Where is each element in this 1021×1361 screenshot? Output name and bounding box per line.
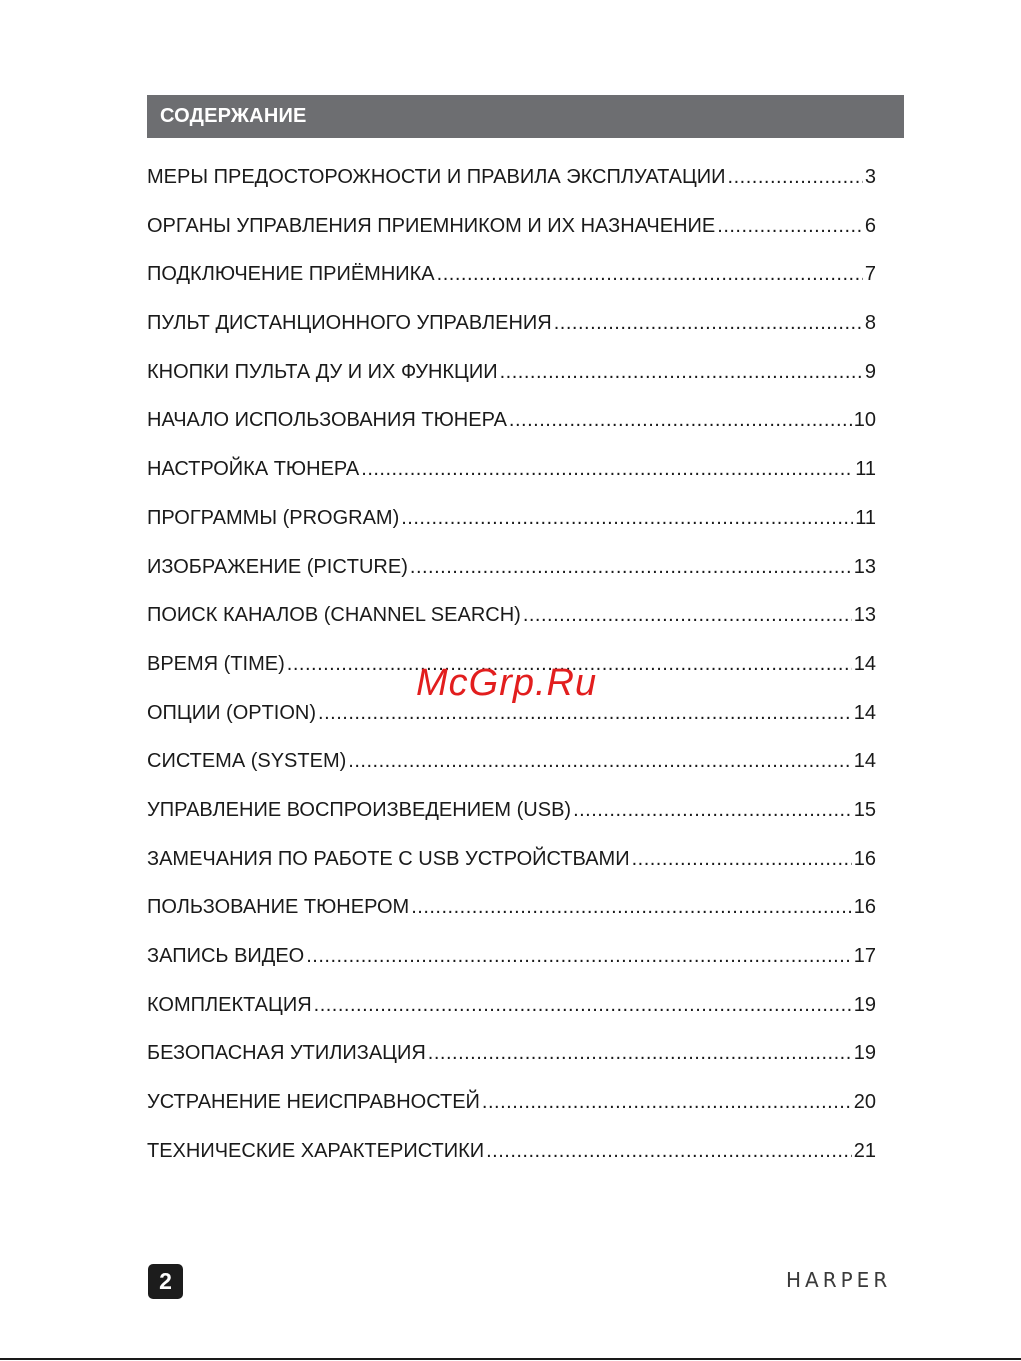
toc-dot-leader bbox=[401, 507, 853, 530]
toc-entry-page: 20 bbox=[853, 1091, 876, 1114]
toc-entry[interactable] bbox=[147, 1042, 876, 1091]
toc-dot-leader bbox=[437, 263, 863, 286]
toc-entry[interactable] bbox=[147, 848, 876, 897]
brand-logo: HARPER bbox=[786, 1268, 892, 1292]
toc-entry-title: СИСТЕМА (SYSTEM) bbox=[147, 750, 347, 773]
toc-entry-page: 19 bbox=[853, 1042, 876, 1065]
toc-dot-leader bbox=[554, 312, 863, 335]
toc-entry-title: ПРОГРАММЫ (PROGRAM) bbox=[147, 506, 400, 529]
section-header-bar bbox=[147, 95, 904, 138]
toc-entry-title: ОРГАНЫ УПРАВЛЕНИЯ ПРИЕМНИКОМ И ИХ НАЗНАЧЕНИЕ bbox=[147, 214, 716, 237]
toc-dot-leader bbox=[500, 361, 863, 384]
toc-dot-leader bbox=[428, 1042, 852, 1065]
toc-entry-page: 8 bbox=[864, 312, 876, 335]
toc-entry[interactable] bbox=[147, 215, 876, 264]
toc-entry[interactable] bbox=[147, 458, 876, 507]
toc-entry[interactable] bbox=[147, 702, 876, 751]
toc-dot-leader bbox=[523, 604, 852, 627]
toc-entry-title: ЗАПИСЬ ВИДЕО bbox=[147, 945, 305, 967]
toc-entry-title: НАСТРОЙКА ТЮНЕРА bbox=[147, 458, 360, 481]
toc-dot-leader bbox=[728, 166, 863, 189]
toc-entry-page: 14 bbox=[853, 652, 876, 675]
toc-entry-page: 17 bbox=[853, 945, 876, 967]
toc-entry-title: ПУЛЬТ ДИСТАНЦИОННОГО УПРАВЛЕНИЯ bbox=[147, 312, 552, 335]
toc-dot-leader bbox=[410, 556, 852, 579]
toc-entry-title: ПОЛЬЗОВАНИЕ ТЮНЕРОМ bbox=[147, 896, 410, 919]
toc-entry-page: 10 bbox=[853, 409, 876, 432]
toc-entry[interactable] bbox=[147, 1140, 876, 1189]
toc-entry-title: УСТРАНЕНИЕ НЕИСПРАВНОСТЕЙ bbox=[147, 1091, 480, 1114]
toc-entry-page: 14 bbox=[853, 701, 876, 724]
toc-entry-page: 15 bbox=[853, 798, 876, 821]
toc-entry-page: 14 bbox=[853, 750, 876, 773]
toc-entry[interactable] bbox=[147, 556, 876, 605]
toc-entry-title: ЗАМЕЧАНИЯ ПО РАБОТЕ С USB УСТРОЙСТВАМИ bbox=[147, 847, 630, 870]
section-title: СОДЕРЖАНИЕ bbox=[160, 105, 307, 127]
toc-entry-page: 21 bbox=[853, 1139, 876, 1162]
toc-entry[interactable] bbox=[147, 604, 876, 653]
toc-entry-title: ТЕХНИЧЕСКИЕ ХАРАКТЕРИСТИКИ bbox=[147, 1139, 485, 1162]
toc-entry[interactable] bbox=[147, 1091, 876, 1140]
toc-dot-leader bbox=[573, 799, 852, 822]
toc-dot-leader bbox=[314, 994, 852, 1017]
toc-entry-page: 16 bbox=[853, 896, 876, 919]
toc-entry[interactable] bbox=[147, 361, 876, 410]
toc-entry-title: БЕЗОПАСНАЯ УТИЛИЗАЦИЯ bbox=[147, 1042, 426, 1065]
toc-dot-leader bbox=[486, 1140, 852, 1163]
toc-entry[interactable] bbox=[147, 312, 876, 361]
toc-entry-page: 9 bbox=[864, 360, 876, 383]
toc-dot-leader bbox=[348, 750, 851, 773]
toc-entry-page: 13 bbox=[853, 555, 876, 578]
toc-entry-title: КОМПЛЕКТАЦИЯ bbox=[147, 993, 312, 1016]
toc-entry-title: НАЧАЛО ИСПОЛЬЗОВАНИЯ ТЮНЕРА bbox=[147, 409, 507, 432]
toc-entry-page: 3 bbox=[864, 166, 876, 188]
toc-entry-page: 16 bbox=[853, 847, 876, 870]
toc-entry-title: ОПЦИИ (OPTION) bbox=[147, 701, 317, 724]
toc-dot-leader bbox=[717, 215, 863, 238]
toc-entry[interactable] bbox=[147, 166, 876, 215]
toc-entry[interactable] bbox=[147, 945, 876, 994]
watermark: McGrp.Ru bbox=[416, 662, 598, 704]
toc-dot-leader bbox=[318, 702, 852, 725]
toc-entry-page: 19 bbox=[853, 993, 876, 1016]
toc-entry[interactable] bbox=[147, 409, 876, 458]
toc-entry[interactable] bbox=[147, 263, 876, 312]
toc-entry-page: 11 bbox=[855, 458, 876, 481]
toc-entry-title: УПРАВЛЕНИЕ ВОСПРОИЗВЕДЕНИЕМ (USB) bbox=[147, 798, 572, 821]
toc-dot-leader bbox=[509, 409, 852, 432]
toc-dot-leader bbox=[411, 896, 852, 919]
toc-dot-leader bbox=[361, 458, 853, 481]
page-number-badge: 2 bbox=[148, 1264, 183, 1299]
toc-dot-leader bbox=[306, 945, 852, 968]
toc-entry-page: 11 bbox=[855, 506, 876, 529]
toc-entry[interactable] bbox=[147, 799, 876, 848]
toc-dot-leader bbox=[482, 1091, 852, 1114]
toc-entry-page: 6 bbox=[864, 214, 876, 237]
toc-entry-page: 13 bbox=[853, 604, 876, 627]
toc-entry-title: ПОИСК КАНАЛОВ (CHANNEL SEARCH) bbox=[147, 604, 521, 627]
toc-entry[interactable] bbox=[147, 896, 876, 945]
toc-entry-title: ВРЕМЯ (TIME) bbox=[147, 652, 285, 675]
bottom-divider bbox=[0, 1358, 1021, 1360]
toc-entry[interactable] bbox=[147, 994, 876, 1043]
toc-entry-title: КНОПКИ ПУЛЬТА ДУ И ИХ ФУНКЦИИ bbox=[147, 360, 498, 383]
toc-dot-leader bbox=[632, 848, 852, 871]
toc-entry[interactable] bbox=[147, 750, 876, 799]
toc-entry[interactable] bbox=[147, 507, 876, 556]
toc-entry-title: ПОДКЛЮЧЕНИЕ ПРИЁМНИКА bbox=[147, 263, 435, 286]
toc-entry-title: МЕРЫ ПРЕДОСТОРОЖНОСТИ И ПРАВИЛА ЭКСПЛУАТАЦИИ bbox=[147, 166, 726, 188]
toc-entry-page: 7 bbox=[864, 263, 876, 286]
toc-entry-title: ИЗОБРАЖЕНИЕ (PICTURE) bbox=[147, 555, 408, 578]
